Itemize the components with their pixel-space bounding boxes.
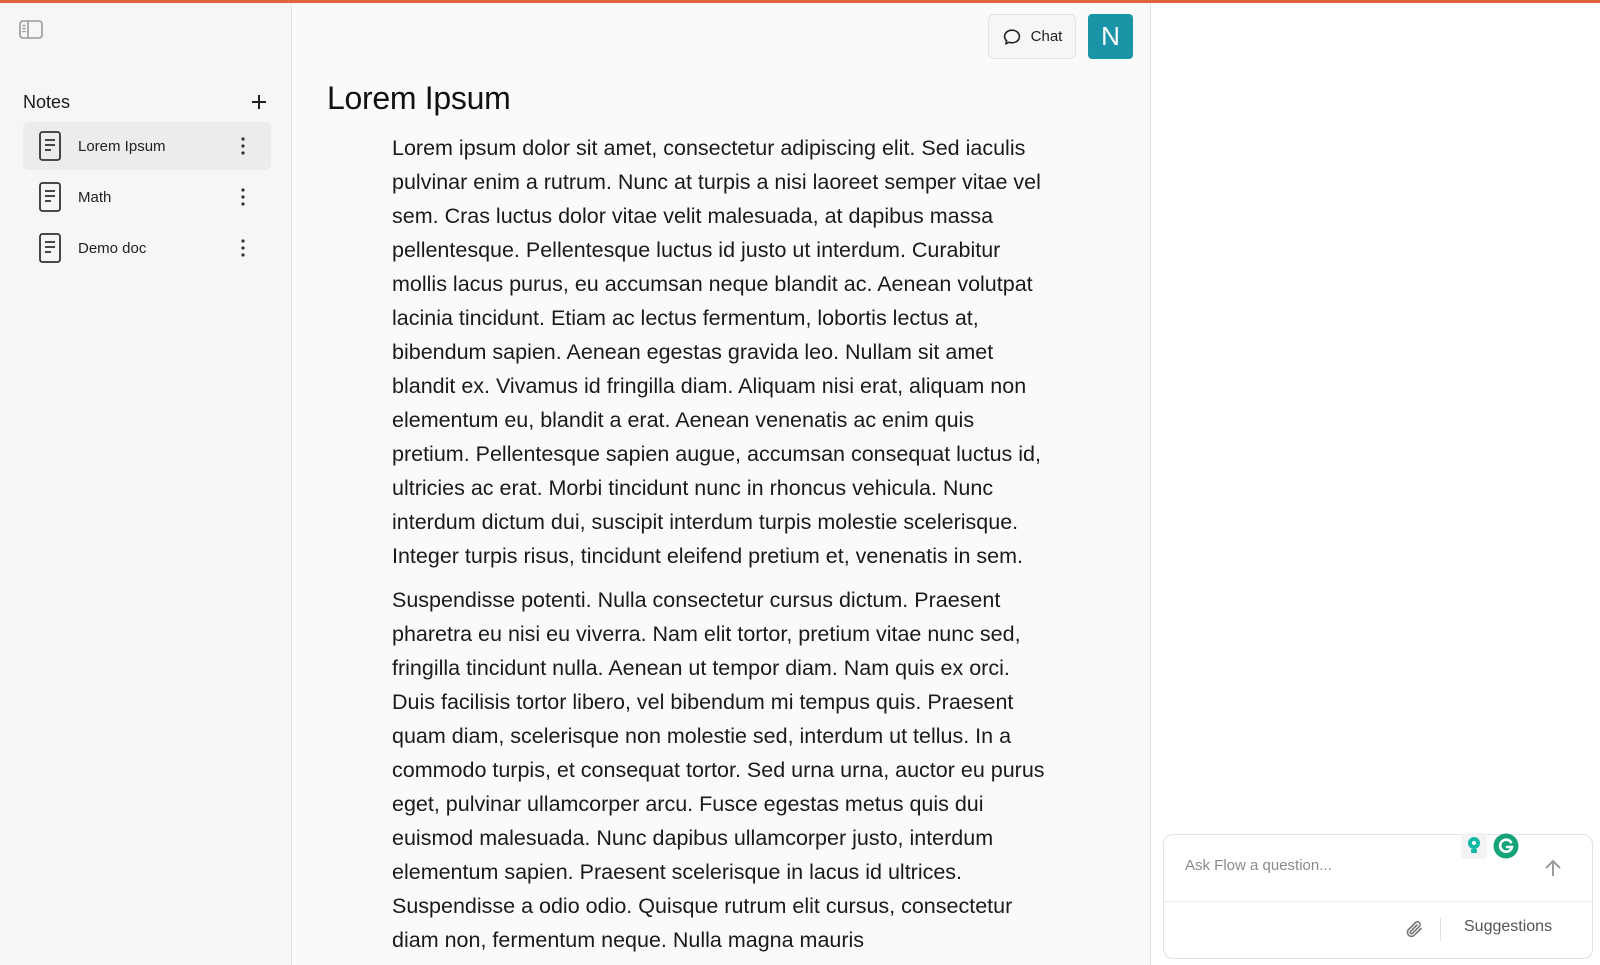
sidebar-item-label: Math (78, 188, 112, 206)
chat-bubble-icon (1002, 27, 1022, 47)
note-list (23, 122, 271, 275)
sidebar-item-lorem-ipsum[interactable] (23, 122, 271, 170)
document-icon (38, 232, 62, 264)
notes-header (23, 87, 271, 117)
sidebar-item-math[interactable] (23, 173, 271, 221)
document-icon (38, 181, 62, 213)
notes-sidebar (0, 3, 292, 965)
paperclip-icon (1404, 918, 1426, 940)
add-note-button[interactable] (247, 90, 271, 114)
chat-button[interactable] (988, 14, 1076, 59)
suggestions-button[interactable]: Suggestions (1464, 918, 1553, 935)
sidebar-item-demo-doc[interactable] (23, 224, 271, 272)
avatar[interactable]: N (1088, 14, 1133, 59)
sidebar-toggle-icon[interactable] (19, 19, 43, 41)
send-button[interactable] (1540, 855, 1566, 881)
document-paragraph[interactable]: Suspendisse potenti. Nulla consectetur cursus dictum. Praesent pharetra eu nisi eu viverra. Nam elit tortor, pretium vitae nunc sed, fringilla tincidunt nulla. Aenean ut tempor diam. Nam quis ex orci. Duis facilisis tortor libero, vel bibendum mi tempus quis. Praesent quam diam, scelerisque non molestie sed, interdum ut tellus. In a commodo turpis, et consequat tortor. Sed urna urna, auctor eu purus eget, pulvinar ullamcorper arcu. Fusce egestas metus quis dui euismod malesuada. Nunc dapibus ullamcorper justo, interdum elementum sapien. Praesent scelerisque in lacus id ultrices. Suspendisse a odio odio. Quisque rutrum elit cursus, consectetur diam non, fermentum neque. Nulla magna mauris (392, 588, 1045, 952)
more-options-icon[interactable] (231, 236, 255, 260)
document-body[interactable] (392, 131, 1052, 965)
ask-flow-box (1163, 834, 1593, 959)
attach-button[interactable] (1402, 916, 1428, 942)
ask-divider (1164, 901, 1592, 902)
document-title[interactable]: Lorem Ipsum (327, 80, 511, 116)
more-options-icon[interactable] (231, 134, 255, 158)
toolbar-separator (1440, 917, 1441, 941)
editor-pane (293, 3, 1151, 965)
sidebar-item-label: Lorem Ipsum (78, 137, 166, 155)
document-icon (38, 130, 62, 162)
sidebar-item-label: Demo doc (78, 239, 147, 257)
grammarly-icon[interactable] (1492, 832, 1520, 865)
notes-title: Notes (23, 91, 71, 112)
chat-button-label: Chat (1030, 28, 1063, 45)
document-paragraph[interactable]: Lorem ipsum dolor sit amet, consectetur adipiscing elit. Sed iaculis pulvinar enim a rutrum. Nunc at turpis a nisi laoreet semper vitae vel sem. Cras luctus dolor vitae velit malesuada, at dapibus massa pellentesque. Pellentesque luctus id justo ut interdum. Curabitur mollis lacus purus, eu accumsan neque blandit ac. Aenean volutpat lacinia tincidunt. Etiam ac lectus fermentum, lobortis lectus at, bibendum sapien. Aenean egestas gravida leo. Nullam sit amet blandit ex. Vivamus id fringilla diam. Aliquam nisi erat, aliquam non elementum eu, blandit a erat. Aenean venenatis ac enim quis pretium. Pellentesque sapien augue, accumsan consequat luctus id, ultricies ac erat. Morbi tincidunt nunc in rhoncus vehicula. Nunc interdum dictum dui, suscipit interdum turpis molestie scelerisque. Integer turpis risus, tincidunt eleifend pretium et, venenatis in sem. (392, 136, 1041, 568)
arrow-up-icon (1542, 857, 1564, 879)
ask-flow-input[interactable] (1185, 851, 1465, 879)
more-options-icon[interactable] (231, 185, 255, 209)
chat-panel (1152, 3, 1600, 965)
plus-icon (250, 93, 268, 111)
lightbulb-icon[interactable] (1460, 832, 1488, 865)
extension-icons (1460, 833, 1524, 863)
